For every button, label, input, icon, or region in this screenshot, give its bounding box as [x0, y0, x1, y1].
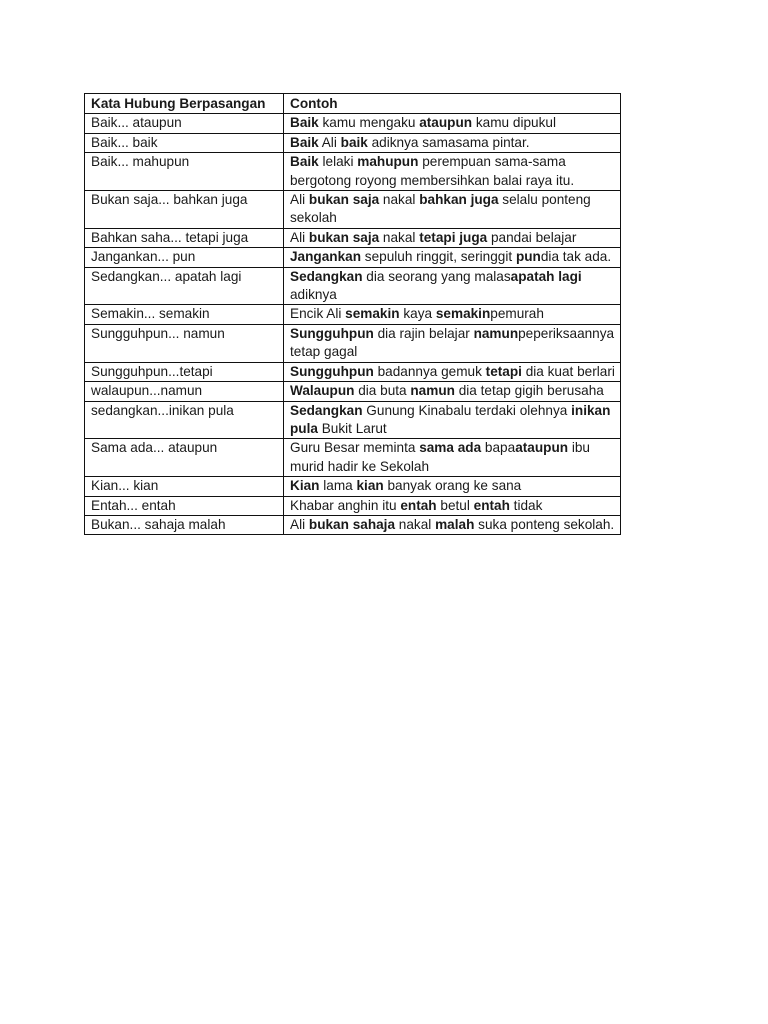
example-text: nakal [395, 516, 436, 532]
example-keyword: Baik [290, 154, 319, 170]
example-text: Ali [290, 516, 309, 532]
table-row [85, 191, 621, 229]
example-text: lama [319, 478, 357, 494]
conjunction-pair-cell: Baik... ataupun [85, 114, 284, 133]
example-sentence-cell [284, 228, 621, 247]
table-row [85, 439, 621, 477]
example-keyword: bukan saja [308, 192, 380, 208]
example-sentence-cell [284, 439, 621, 477]
header-example: Contoh [284, 94, 621, 114]
conjunction-pair-cell: walaupun...namun [85, 382, 284, 401]
example-keyword: ataupun [515, 440, 569, 456]
example-keyword: ataupun [419, 115, 473, 131]
conjunction-pair-cell: Sungguhpun... namun [85, 324, 284, 362]
example-text: adiknya [290, 287, 337, 303]
conjunction-pair-cell: Kian... kian [85, 477, 284, 496]
table-row [85, 477, 621, 496]
table-row [85, 515, 621, 534]
example-keyword: baik [340, 134, 368, 150]
example-keyword: semakin [435, 306, 491, 322]
example-keyword: namun [473, 325, 519, 341]
example-text: dia tak ada. [540, 249, 612, 265]
example-text: kaya [399, 306, 436, 322]
example-text: tidak [509, 497, 543, 513]
conjunction-pair-cell: sedangkan...inikan pula [85, 401, 284, 439]
example-sentence-cell [284, 496, 621, 515]
header-pair: Kata Hubung Berpasangan [85, 94, 284, 114]
example-text: dia rajin belajar [373, 325, 474, 341]
table-row [85, 133, 621, 152]
example-text: dia kuat berlari [521, 363, 615, 379]
conjunction-pair-cell: Sama ada... ataupun [85, 439, 284, 477]
table-row [85, 305, 621, 324]
conjunction-pair-cell: Bukan... sahaja malah [85, 515, 284, 534]
table-row [85, 362, 621, 381]
example-keyword: pun [515, 249, 541, 265]
example-text: peperiksaannya tetap gagal [290, 325, 615, 360]
example-text: nakal [379, 192, 420, 208]
example-sentence-cell [284, 382, 621, 401]
table-row [85, 401, 621, 439]
table-row [85, 496, 621, 515]
example-keyword: tetapi juga [419, 229, 488, 245]
example-text: suka ponteng sekolah. [474, 516, 615, 532]
example-sentence-cell [284, 324, 621, 362]
example-keyword: Jangankan [290, 249, 362, 265]
example-sentence-cell [284, 153, 621, 191]
table-row [85, 114, 621, 133]
example-sentence-cell [284, 362, 621, 381]
example-text: sepuluh ringgit, seringgit [361, 249, 516, 265]
example-keyword: sama ada [419, 440, 482, 456]
example-keyword: Sedangkan [290, 402, 363, 418]
example-sentence-cell [284, 305, 621, 324]
example-sentence-cell [284, 133, 621, 152]
example-sentence-cell [284, 477, 621, 496]
example-keyword: Sedangkan [290, 268, 363, 284]
example-text: Guru Besar meminta [290, 440, 420, 456]
example-text: Encik Ali [290, 306, 346, 322]
conjunction-pair-cell: Bahkan saha... tetapi juga [85, 228, 284, 247]
example-keyword: Kian [290, 478, 320, 494]
example-text: dia tetap gigih berusaha [454, 383, 604, 399]
example-sentence-cell [284, 114, 621, 133]
conjunction-pair-cell: Sungguhpun...tetapi [85, 362, 284, 381]
example-keyword: semakin [345, 306, 400, 322]
example-text: betul [436, 497, 474, 513]
example-text: Ali [290, 192, 309, 208]
example-sentence-cell [284, 401, 621, 439]
example-keyword: inikan pula [290, 402, 611, 436]
example-keyword: Sungguhpun [290, 363, 374, 379]
example-text: lelaki [318, 154, 358, 170]
table-row [85, 382, 621, 401]
conjunction-pair-cell: Jangankan... pun [85, 248, 284, 267]
example-text: Ali [290, 229, 309, 245]
example-keyword: bukan saja [308, 229, 380, 245]
example-keyword: mahupun [357, 154, 419, 170]
conjunction-pair-cell: Semakin... semakin [85, 305, 284, 324]
table-row [85, 324, 621, 362]
example-text: Ali [318, 134, 341, 150]
example-text: Bukit Larut [317, 420, 387, 436]
example-text: pandai belajar [487, 229, 577, 245]
conjunction-pair-cell: Sedangkan... apatah lagi [85, 267, 284, 305]
example-text: adiknya samasama pintar. [367, 134, 530, 150]
example-keyword: malah [435, 516, 475, 532]
example-text: Gunung Kinabalu terdaki olehnya [362, 402, 572, 418]
example-keyword: namun [410, 383, 455, 399]
example-keyword: Walaupun [290, 383, 355, 399]
example-text: pemurah [490, 306, 544, 322]
conjunction-pair-cell: Baik... mahupun [85, 153, 284, 191]
example-keyword: kian [356, 478, 384, 494]
table-header-row [85, 94, 621, 114]
example-text: badannya gemuk [373, 363, 486, 379]
table-row [85, 228, 621, 247]
example-keyword: entah [473, 497, 510, 513]
example-keyword: Sungguhpun [290, 325, 374, 341]
example-keyword: bahkan juga [419, 192, 499, 208]
conjunction-pair-cell: Baik... baik [85, 133, 284, 152]
table-row [85, 153, 621, 191]
example-text: kamu mengaku [318, 115, 420, 131]
example-keyword: bukan sahaja [308, 516, 396, 532]
conjunction-pair-cell: Entah... entah [85, 496, 284, 515]
conjunction-table [84, 93, 621, 535]
example-text: ibu murid hadir ke Sekolah [290, 440, 590, 474]
table-row [85, 248, 621, 267]
example-text: perempuan sama-sama bergotong royong membersihkan balai raya itu. [290, 154, 575, 188]
example-sentence-cell [284, 267, 621, 305]
table-body [85, 114, 621, 535]
example-text: Khabar anghin itu [290, 497, 401, 513]
example-keyword: entah [400, 497, 437, 513]
example-text: dia seorang yang malas [362, 268, 511, 284]
example-text: nakal [379, 229, 420, 245]
conjunction-pair-cell: Bukan saja... bahkan juga [85, 191, 284, 229]
example-text: kamu dipukul [472, 115, 556, 131]
table-row [85, 267, 621, 305]
example-keyword: Baik [290, 134, 319, 150]
example-keyword: Baik [290, 115, 319, 131]
example-keyword: apatah lagi [510, 268, 582, 284]
example-text: selalu ponteng sekolah [290, 192, 591, 226]
example-text: dia buta [354, 383, 411, 399]
example-sentence-cell [284, 515, 621, 534]
example-text: bapa [481, 440, 516, 456]
example-text: banyak orang ke sana [383, 478, 522, 494]
example-sentence-cell [284, 191, 621, 229]
example-sentence-cell [284, 248, 621, 267]
example-keyword: tetapi [485, 363, 522, 379]
